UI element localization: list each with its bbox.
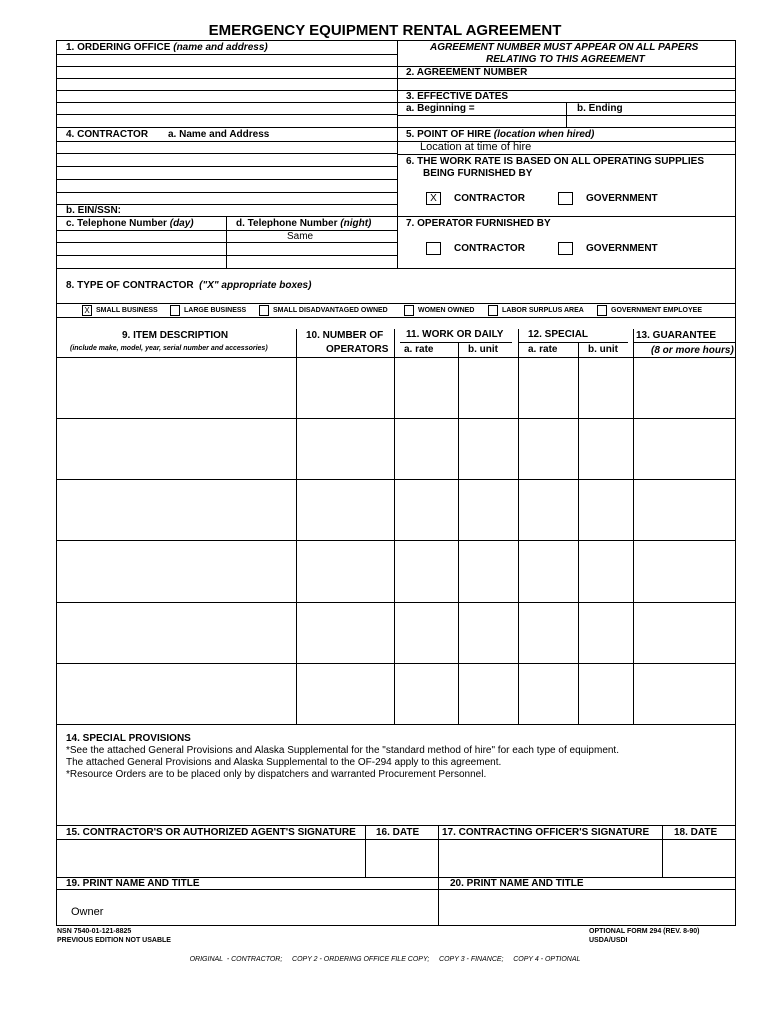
form-title: EMERGENCY EQUIPMENT RENTAL AGREEMENT (208, 22, 562, 39)
label-text: c. Telephone Number (66, 218, 167, 229)
phone-night-value[interactable]: Same (287, 231, 314, 242)
contractor-date-label: 16. DATE (376, 827, 420, 838)
rule (397, 78, 736, 79)
women-owned-label: WOMEN OWNED (418, 307, 475, 314)
work-rate-government-label: GOVERNMENT (586, 193, 658, 204)
small-disadvantaged-label: SMALL DISADVANTAGED OWNED (273, 307, 388, 314)
officer-date-field[interactable] (663, 840, 735, 876)
rule (56, 303, 736, 304)
operator-contractor-label: CONTRACTOR (454, 243, 525, 254)
table-row (56, 724, 736, 725)
rule (56, 66, 397, 67)
label-text: 8. TYPE OF CONTRACTOR (66, 280, 194, 291)
rule (458, 342, 459, 724)
previous-edition-note: PREVIOUS EDITION NOT USABLE (57, 937, 171, 944)
contractor-signature-field[interactable] (57, 840, 364, 876)
number-operators-header-2: OPERATORS (326, 344, 389, 355)
rule (400, 342, 512, 343)
rule (56, 90, 397, 91)
operator-contractor-checkbox[interactable] (426, 242, 441, 255)
large-business-label: LARGE BUSINESS (184, 307, 247, 314)
copy-distribution: ORIGINAL - CONTRACTOR; COPY 2 - ORDERING OFFICE FILE COPY; COPY 3 - FINANCE; COPY 4 - OPTIONAL (189, 956, 581, 963)
contractor-type-label (66, 280, 311, 291)
rule (518, 329, 519, 724)
guarantee-header: 13. GUARANTEE (636, 330, 717, 341)
special-rate-a-header: a. rate (528, 344, 558, 355)
work-rate-label-line1: 6. THE WORK RATE IS BASED ON ALL OPERATING SUPPLIES (406, 156, 704, 167)
hint-text: (name and address) (173, 42, 268, 53)
rule (56, 192, 397, 193)
agreement-notice-line2: RELATING TO THIS AGREEMENT (486, 54, 645, 65)
special-provisions-line-1: *See the attached General Provisions and Alaska Supplemental for the "standard method of hire" for each type of equipment. (66, 745, 619, 756)
agreement-notice-line1: AGREEMENT NUMBER MUST APPEAR ON ALL PAPERS (430, 42, 699, 53)
contractor-date-field[interactable] (366, 840, 437, 876)
officer-print-name-label: 20. PRINT NAME AND TITLE (450, 878, 584, 889)
officer-print-name-field[interactable] (439, 890, 735, 925)
rule (56, 54, 397, 55)
rule (56, 153, 397, 154)
special-provisions-line-2: The attached General Provisions and Alaska Supplemental to the OF-294 apply to this agreement. (66, 757, 502, 768)
labor-surplus-label: LABOR SURPLUS AREA (502, 307, 584, 314)
table-row (56, 540, 736, 541)
rule (56, 166, 397, 167)
effective-dates-label: 3. EFFECTIVE DATES (406, 91, 509, 102)
ending-label: b. Ending (577, 103, 623, 114)
rule (397, 154, 736, 155)
work-daily-header: 11. WORK OR DAILY (406, 329, 504, 340)
large-business-checkbox[interactable] (170, 305, 180, 316)
contractor-print-name-label: 19. PRINT NAME AND TITLE (66, 878, 200, 889)
contractor-print-name-value[interactable]: Owner (71, 906, 104, 918)
rule (56, 317, 736, 318)
operator-furnished-label: 7. OPERATOR FURNISHED BY (406, 218, 551, 229)
special-provisions-line-3: *Resource Orders are to be placed only by dispatchers and warranted Procurement Personnel. (66, 769, 487, 780)
rule (296, 329, 297, 724)
phone-day-label (66, 218, 194, 229)
number-operators-header-1: 10. NUMBER OF (306, 330, 384, 341)
work-unit-b-header: b. unit (468, 344, 498, 355)
operator-government-checkbox[interactable] (558, 242, 573, 255)
officer-signature-field[interactable] (439, 840, 661, 876)
form-frame (56, 40, 736, 926)
rule (56, 114, 397, 115)
item-description-header: 9. ITEM DESCRIPTION (122, 330, 229, 341)
government-employee-label: GOVERNMENT EMPLOYEE (611, 307, 703, 314)
hint-text: (night) (340, 218, 372, 229)
rule (56, 357, 736, 358)
women-owned-checkbox[interactable] (404, 305, 414, 316)
small-business-label: SMALL BUSINESS (96, 307, 158, 314)
special-provisions-label: 14. SPECIAL PROVISIONS (66, 733, 191, 744)
rule (56, 141, 397, 142)
work-rate-government-checkbox[interactable] (558, 192, 573, 205)
hint-text: ("X" appropriate boxes) (199, 280, 312, 291)
label-text: 1. ORDERING OFFICE (66, 42, 171, 53)
officer-signature-label: 17. CONTRACTING OFFICER'S SIGNATURE (442, 827, 650, 838)
rule (226, 216, 227, 268)
point-of-hire-value[interactable]: Location at time of hire (420, 141, 532, 153)
rule (56, 825, 736, 826)
table-row (56, 479, 736, 480)
rule (56, 216, 736, 217)
rule (56, 78, 397, 79)
form-number: OPTIONAL FORM 294 (REV. 8-90) (589, 928, 700, 935)
special-header: 12. SPECIAL (528, 329, 589, 340)
point-of-hire-label (406, 129, 594, 140)
rule (394, 329, 395, 724)
work-rate-contractor-checkbox[interactable]: X (426, 192, 441, 205)
work-rate-contractor-label: CONTRACTOR (454, 193, 525, 204)
name-address-label: a. Name and Address (168, 129, 270, 140)
government-employee-checkbox[interactable] (597, 305, 607, 316)
hint-text: (location when hired) (493, 129, 595, 140)
table-row (56, 663, 736, 664)
rule (633, 342, 736, 343)
work-rate-a-header: a. rate (404, 344, 434, 355)
labor-surplus-checkbox[interactable] (488, 305, 498, 316)
rule (56, 102, 397, 103)
agreement-number-label: 2. AGREEMENT NUMBER (406, 67, 528, 78)
phone-night-label (236, 218, 371, 229)
rule (56, 179, 397, 180)
beginning-label: a. Beginning = (406, 103, 475, 114)
small-business-checkbox[interactable]: X (82, 305, 92, 316)
label-text: d. Telephone Number (236, 218, 338, 229)
rule (633, 329, 634, 724)
nsn-number: NSN 7540-01-121-8825 (57, 928, 132, 935)
rule (578, 342, 579, 724)
label-text: 5. POINT OF HIRE (406, 129, 492, 140)
item-description-hint: (include make, model, year, serial number and accessories) (70, 345, 268, 352)
work-rate-label-line2: BEING FURNISHED BY (423, 168, 533, 179)
table-row (56, 602, 736, 603)
ordering-office-label (66, 42, 268, 53)
rule (566, 102, 567, 127)
officer-date-label: 18. DATE (674, 827, 718, 838)
hint-text: (day) (169, 218, 194, 229)
special-unit-b-header: b. unit (588, 344, 618, 355)
ein-label: b. EIN/SSN: (66, 205, 122, 216)
rule (56, 127, 736, 128)
contractor-label: 4. CONTRACTOR (66, 129, 149, 140)
small-disadvantaged-checkbox[interactable] (259, 305, 269, 316)
table-row (56, 418, 736, 419)
agency-label: USDA/USDI (589, 937, 628, 944)
rule (518, 342, 628, 343)
rule (56, 268, 736, 269)
guarantee-hint: (8 or more hours) (651, 345, 734, 356)
contractor-signature-label: 15. CONTRACTOR'S OR AUTHORIZED AGENT'S SIGNATURE (66, 827, 356, 838)
operator-government-label: GOVERNMENT (586, 243, 658, 254)
